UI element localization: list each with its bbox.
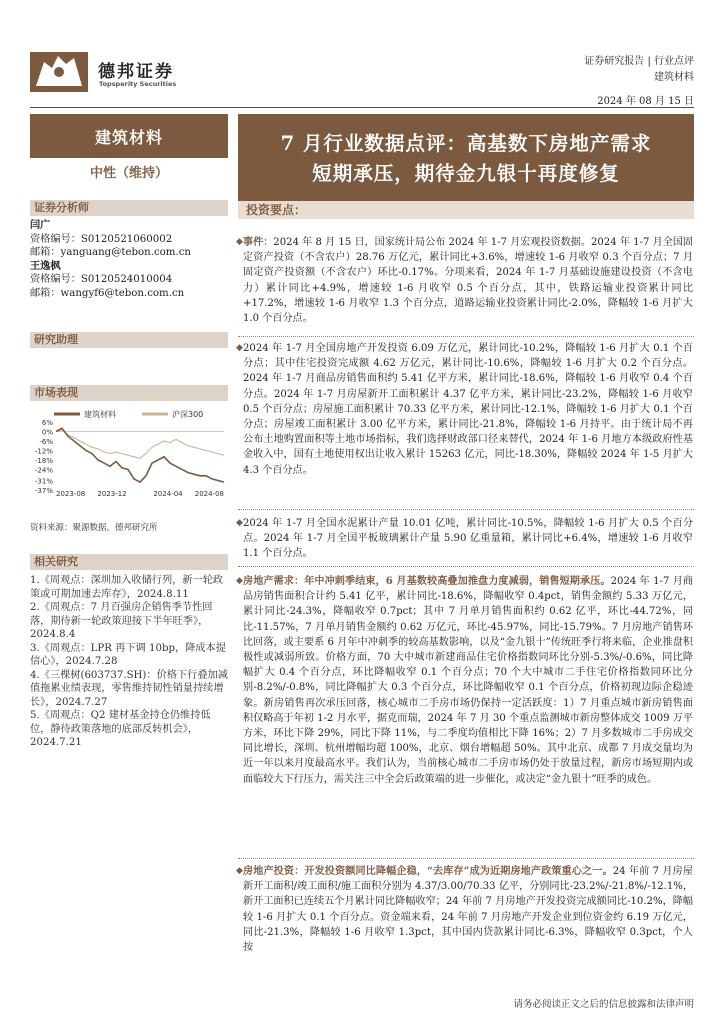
title-line: 7 月行业数据点评：高基数下房地产需求 xyxy=(280,132,652,155)
divider xyxy=(238,858,694,859)
bullet-icon: ◆ xyxy=(236,518,243,528)
bullet-icon: ◆ xyxy=(236,576,243,586)
x-tick-label: 2024-04 xyxy=(153,490,183,498)
header-sector: 建筑材料 xyxy=(654,72,694,83)
paragraph-lead: 房地产需求：年中冲刺季结束，6 月基数较高叠加推盘力度减弱，销售短期承压。 xyxy=(243,576,611,587)
analyst-email[interactable]: 邮箱：yanguang@tebon.com.cn xyxy=(30,247,191,258)
related-item[interactable]: 4.《三棵树(603737.SH)：价格下行叠加减值拖累业绩表现，零售维持韧性销量持续增长》，2024.7.27 xyxy=(30,669,228,708)
related-item[interactable]: 5.《周观点：Q2 建材基金持仓仍维持低位，静待政策落地的底部反转机会》，2024.7.21 xyxy=(30,710,211,748)
related-item[interactable]: 3.《周观点：LPR 再下调 10bp，降成本提信心》，2024.7.28 xyxy=(30,642,226,667)
y-tick-label: 0% xyxy=(41,428,53,437)
bullet-icon: ◆ xyxy=(236,866,243,876)
paragraph-text: 2024 年 8 月 15 日，国家统计局公布 2024 年 1-7 月宏观投资数据。2024 年 1-7 月全国固定资产投资（不含农户）28.76 万亿元，累计同比+3.6%，增速较 1-6 月收窄 0.3 个百分点；7 月固定资产投资额（不含农户）环比-0.17%。分项来看，2024 年 1-7 月基础设施建设投资（不含电力）累计同比+4.9%，增速较 1-6 月收窄 0.5 个百分点，其中，铁路运输业投资累计同比+17.2%，增速较 1-6 月收窄 1.3 个百分点，道路运输业投资累计同比-2.0%，降幅较 1-6 月扩大 1.0 个百分点。 xyxy=(243,237,694,325)
paragraph-demand xyxy=(236,574,693,787)
rating: 中性（维持） xyxy=(89,166,168,181)
report-type: 证券研究报告 | 行业点评 xyxy=(584,56,694,67)
sector-title: 建筑材料 xyxy=(30,114,228,158)
y-tick-label: -6% xyxy=(39,437,53,446)
paragraph-text: 2024 年 1-7 月全国水泥累计产量 10.01 亿吨，累计同比-10.5%，降幅较 1-6 月扩大 0.5 个百分点。2024 年 1-7 月全国平板玻璃累计产量 5.90 亿重量箱，累计同比+6.4%，增速较 1-6 月收窄 1.1 个百分点。 xyxy=(243,518,693,560)
related-list xyxy=(30,574,228,750)
divider xyxy=(238,566,694,567)
market-performance-chart xyxy=(30,400,230,518)
brand-logo xyxy=(30,48,88,92)
paragraph-lead: 事件： xyxy=(243,237,274,248)
series-line xyxy=(56,430,224,459)
y-tick-label: -18% xyxy=(34,456,53,465)
paragraph-realestate xyxy=(236,341,693,478)
legend-label: 建筑材料 xyxy=(84,410,116,419)
y-tick-label: -37% xyxy=(34,487,53,495)
paragraph-text: 2024 年 1-7 月商品房销售面积合计约 5.41 亿平，累计同比-18.6%，降幅收窄 0.4pct，销售金额约 5.33 万亿元，累计同比-24.3%，降幅收窄 0.7pct；其中 7 月单月销售面积约 0.62 亿平，环比-44.72%，同比-11.57%，7 月单月销售金额约 0.62 万亿元，环比-45.97%，同比-15.79%。7 月房地产销售环比回落，或主要系 6 月年中冲刺季的较高基数影响，以及“金九银十”传统旺季行将来临，企业推盘积极性或减弱所致。价格方面，70 大中城市新建商品住宅价格指数同环比分别-5.3%/-0.6%，同比降幅扩大 0.4 个百分点，环比降幅收窄 0.1 个百分点；70 个大中城市二手住宅价格指数同环比分别-8.2%/-0.8%，同比降幅扩大 0.3 个百分点，环比降幅收窄 0.1 个百分点，价格初现边际企稳迹象。新房销售再次承压回落，核心城市二手房市场仍保持一定活跃度：1）7 月重点城市新房销售面积仅略高于年初 1-2 月水平，据克而瑞，2024 年 7 月 30 个重点监测城市新房整体成交 1009 万平方米，环比下降 29%，同比下降 11%，与二季度均值相比下降 16%；2）7 月多数城市二手房成交同比增长，深圳、杭州增幅均超 100%，北京、烟台增幅超 50%。其中北京、成都 7 月成交量均为近一年以来月度最高水平。我们认为，当前核心城市二手房市场仍处于放量过程，新房市场短期内或面临较大下行压力，需关注三中全会后政策端的进一步催化，或决定“金九银十”旺季的成色。 xyxy=(243,576,693,785)
analyst-name: 闫广 xyxy=(30,219,51,231)
brand-name-cn: 德邦证券 xyxy=(98,62,174,82)
series-line xyxy=(56,428,224,482)
bullet-icon: ◆ xyxy=(236,237,243,247)
related-heading: 相关研究 xyxy=(30,554,228,570)
x-tick-label: 2023-12 xyxy=(97,490,127,498)
brand-name-en: Topsperity Securities xyxy=(99,80,177,88)
analyst-name: 王逸枫 xyxy=(30,259,61,272)
y-tick-label: -24% xyxy=(34,466,53,475)
assistant-heading: 研究助理 xyxy=(30,332,228,348)
paragraph-lead: 房地产投资：开发投资额同比降幅企稳，“去库存”成为近期房地产政策重心之一。 xyxy=(243,866,613,877)
paragraph-investment xyxy=(236,864,693,955)
report-title xyxy=(238,114,694,208)
title-line: 短期承压，期待金九银十再度修复 xyxy=(312,162,620,185)
related-item[interactable]: 2.《周观点：7 月百强房企销售季节性回落，期待新一轮政策迎接下半年旺季》，2024.8.4 xyxy=(30,602,213,640)
analyst-heading: 证券分析师 xyxy=(30,200,228,216)
related-item[interactable]: 1.《周观点：深圳加入收储行列，新一轮政策或可期加速去库存》，2024.8.11 xyxy=(30,575,224,600)
paragraph-text: 2024 年 1-7 月全国房地产开发投资 6.09 万亿元，累计同比-10.2%，降幅较 1-6 月扩大 0.1 个百分点；其中住宅投资完成额 4.62 万亿元，累计同比-10.6%，降幅较 1-6 月扩大 0.2 个百分点。2024 年 1-7 月商品房销售面积约 5.41 亿平方米，累计同比-18.6%，降幅较 1-6 月收窄 0.4 个百分点。2024 年 1-7 月房屋新开工面积累计 4.37 亿平方米，累计同比-23.2%，降幅较 1-6 月收窄 0.5 个百分点；房屋施工面积累计 70.33 亿平方米，累计同比-12.1%，降幅较 1-6 月扩大 0.1 个百分点；房屋竣工面积累计 3.00 亿平方米，累计同比-21.8%，降幅较 1-6 月持平。由于统计局不再公布土地购置面积等土地市场指标，我们选择财政部口径来替代，2024 年 1-6 月地方本级政府性基金收入中，国有土地使用权出让收入累计 15263 亿元，同比-18.30%，降幅较 2024 年 1-5 月扩大 4.3 个百分点。 xyxy=(243,343,693,476)
y-tick-label: -12% xyxy=(34,447,53,456)
x-tick-label: 2024-08 xyxy=(194,490,224,498)
divider xyxy=(238,336,694,337)
footer-disclaimer: 请务必阅读正文之后的信息披露和法律声明 xyxy=(513,999,694,1010)
report-date: 2024 年 08 月 15 日 xyxy=(597,96,694,107)
chart-source: 资料来源：聚源数据，德邦研究所 xyxy=(30,523,158,533)
bullet-icon: ◆ xyxy=(236,343,243,353)
market-heading: 市场表现 xyxy=(30,385,228,401)
analyst-email[interactable]: 邮箱：wangyf6@tebon.com.cn xyxy=(30,287,185,299)
analyst-license: 资格编号：S0120524010004 xyxy=(30,274,173,285)
y-tick-label: 6% xyxy=(41,419,53,427)
legend-label: 沪深300 xyxy=(172,410,204,419)
analyst-block xyxy=(30,219,230,300)
y-tick-label: -31% xyxy=(34,477,53,486)
divider xyxy=(238,509,694,510)
x-tick-label: 2023-08 xyxy=(56,490,86,498)
paragraph-event xyxy=(236,235,694,326)
points-heading: 投资要点： xyxy=(238,201,694,219)
analyst-license: 资格编号：S0120521060002 xyxy=(30,233,173,245)
paragraph-cement xyxy=(236,516,693,562)
header-divider xyxy=(30,107,694,108)
paragraph-text: 24 年前 7 月房屋新开工面积/竣工面积/施工面积分别为 4.37/3.00/70.33 亿平，分别同比-23.2%/-21.8%/-12.1%，新开工面积已连续五个月累计同比降幅收窄；24 年前 7 月房地产开发投资完成额同比-10.2%，降幅较 1-6 月扩大 0.1 个百分点。资金端来看，24 年前 7 月房地产开发企业到位资金约 6.19 万亿元，同比-21.3%，降幅较 1-6 月收窄 1.3pct，其中国内贷款累计同比-6.3%，降幅收窄 0.3pct，个人按 xyxy=(243,866,693,954)
